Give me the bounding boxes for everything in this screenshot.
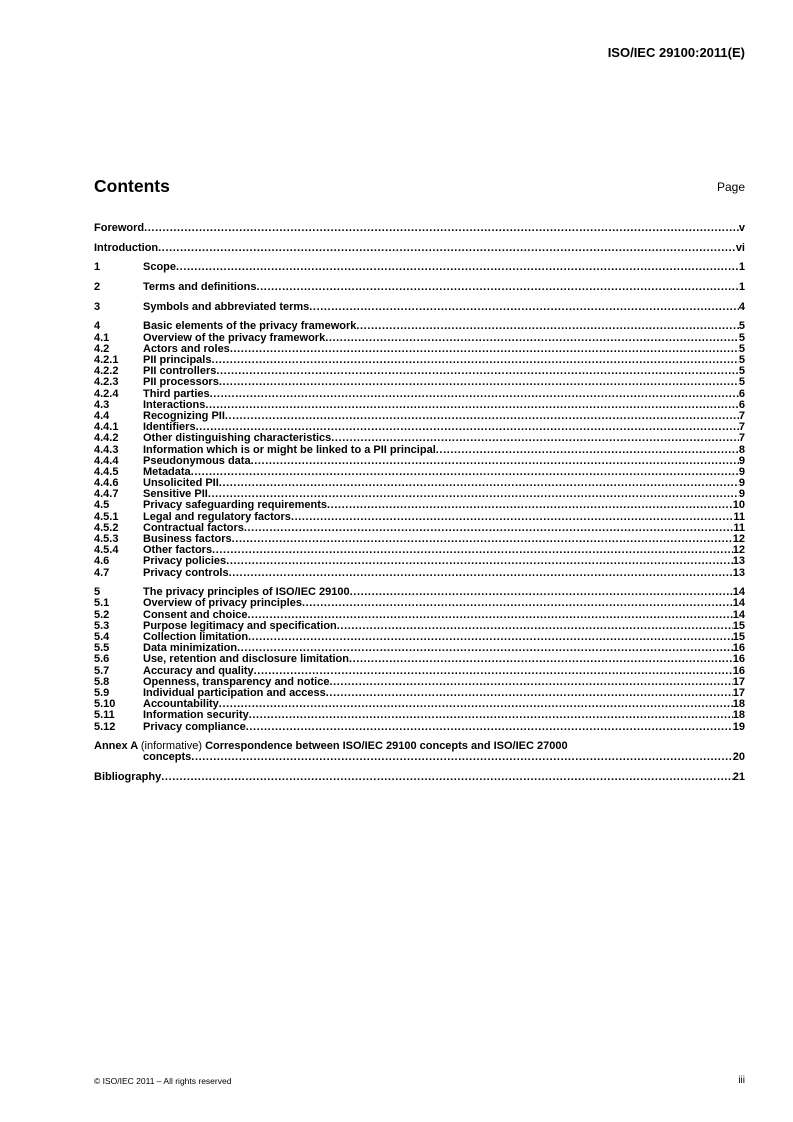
toc-entry-title: Recognizing PII bbox=[143, 409, 225, 422]
toc-entry-title: Privacy safeguarding requirements bbox=[143, 499, 328, 512]
leader-dots bbox=[158, 243, 736, 254]
toc-entry-number: 5.12 bbox=[94, 720, 116, 733]
toc-entry-number: 4.4.1 bbox=[94, 421, 119, 434]
toc-entry-annex-a[interactable] bbox=[94, 741, 745, 763]
toc-entry-title: Pseudonymous data bbox=[143, 454, 251, 467]
toc-entry-title: Accuracy and quality bbox=[143, 664, 254, 677]
leader-dots bbox=[219, 478, 739, 489]
leader-dots bbox=[326, 688, 733, 699]
toc-entry-title: PII principals bbox=[143, 354, 212, 366]
toc-entry-bibliography[interactable] bbox=[94, 772, 745, 783]
leader-dots bbox=[219, 699, 733, 710]
leader-dots bbox=[356, 321, 739, 332]
toc-entry-number: 4.5.1 bbox=[94, 510, 119, 523]
toc-entry[interactable] bbox=[94, 377, 745, 388]
toc-entry-number: 4.4.5 bbox=[94, 465, 119, 478]
toc-entry-number: 5.7 bbox=[94, 664, 110, 677]
toc-entry[interactable] bbox=[94, 243, 745, 254]
annex-page: 20 bbox=[732, 751, 745, 764]
toc-entry-page: 10 bbox=[732, 499, 745, 512]
toc-entry-page: 13 bbox=[732, 566, 745, 579]
toc-entry-page: 18 bbox=[732, 698, 745, 711]
leader-dots bbox=[210, 389, 739, 400]
toc-entry-page: 11 bbox=[733, 521, 745, 534]
toc-entry-page: 17 bbox=[732, 686, 745, 699]
toc-entry[interactable] bbox=[94, 722, 745, 733]
toc-entry-number: 4.5.2 bbox=[94, 521, 119, 534]
toc-entry-title: Information security bbox=[143, 709, 249, 722]
document-header: ISO/IEC 29100:2011(E) bbox=[607, 45, 745, 60]
leader-dots bbox=[230, 344, 739, 355]
toc-entry-page: 9 bbox=[738, 477, 745, 490]
leader-dots bbox=[251, 456, 739, 467]
toc-entry[interactable] bbox=[94, 321, 745, 332]
leader-dots bbox=[211, 355, 738, 366]
annex-title-line2: concepts bbox=[143, 751, 192, 764]
table-of-contents bbox=[94, 223, 745, 783]
toc-entry[interactable] bbox=[94, 456, 745, 467]
toc-entry-title: Overview of privacy principles bbox=[143, 597, 302, 610]
toc-entry-number: 4.4.3 bbox=[94, 443, 119, 456]
leader-dots bbox=[327, 500, 733, 511]
leader-dots bbox=[337, 621, 733, 632]
leader-dots bbox=[232, 534, 733, 545]
toc-entry-page: 6 bbox=[738, 387, 745, 400]
toc-entry-title: Symbols and abbreviated terms bbox=[143, 300, 310, 313]
leader-dots bbox=[244, 523, 734, 534]
toc-entry-title: Interactions bbox=[143, 398, 206, 411]
toc-entry-page: 8 bbox=[738, 443, 745, 456]
toc-entry-page: 9 bbox=[738, 488, 745, 501]
toc-entry-page: 17 bbox=[732, 675, 745, 688]
toc-entry-title: Business factors bbox=[143, 533, 232, 545]
toc-entry-number: 4.2.1 bbox=[94, 354, 119, 366]
toc-entry-number: 4.6 bbox=[94, 555, 110, 568]
toc-entry[interactable] bbox=[94, 433, 745, 444]
leader-dots bbox=[219, 377, 739, 388]
toc-entry-page: 9 bbox=[738, 454, 745, 467]
leader-dots bbox=[291, 512, 733, 523]
leader-dots bbox=[205, 400, 739, 411]
toc-entry-number: 2 bbox=[94, 281, 101, 294]
toc-entry-number: 4 bbox=[94, 320, 101, 333]
toc-entry-title: PII controllers bbox=[143, 365, 217, 378]
toc-entry-page: 5 bbox=[738, 354, 745, 366]
toc-entry-title: Individual participation and access bbox=[143, 686, 326, 699]
leader-dots bbox=[226, 556, 733, 567]
toc-entry-page: 1 bbox=[738, 281, 745, 294]
toc-entry-title: Third parties bbox=[143, 387, 210, 400]
leader-dots bbox=[248, 632, 733, 643]
toc-entry[interactable] bbox=[94, 302, 745, 313]
toc-entry[interactable] bbox=[94, 556, 745, 567]
toc-entry-page: 9 bbox=[738, 465, 745, 478]
toc-entry[interactable] bbox=[94, 710, 745, 721]
toc-entry-number: 4.2 bbox=[94, 342, 110, 355]
leader-dots bbox=[325, 333, 739, 344]
leader-dots bbox=[349, 654, 733, 665]
bibliography-title: Bibliography bbox=[94, 771, 162, 784]
toc-entry-title: Overview of the privacy framework bbox=[143, 331, 326, 344]
toc-entry-number: 5.5 bbox=[94, 642, 110, 655]
leader-dots bbox=[436, 445, 739, 456]
leader-dots bbox=[246, 722, 733, 733]
toc-entry-number: 5.8 bbox=[94, 675, 110, 688]
toc-entry-title: Openness, transparency and notice bbox=[143, 675, 330, 688]
toc-entry-number: 5.3 bbox=[94, 619, 110, 632]
toc-entry-number: 4.7 bbox=[94, 566, 110, 579]
toc-entry-number: 4.2.4 bbox=[94, 387, 119, 400]
toc-entry-title: Collection limitation bbox=[143, 631, 249, 643]
toc-entry-title: Basic elements of the privacy framework bbox=[143, 320, 357, 333]
toc-entry-page: 5 bbox=[738, 376, 745, 389]
toc-entry-page: 14 bbox=[732, 586, 745, 599]
leader-dots bbox=[229, 568, 733, 579]
toc-entry-page: 15 bbox=[732, 631, 745, 643]
toc-entry-page: 7 bbox=[738, 421, 745, 434]
toc-entry-number: 4.4.7 bbox=[94, 488, 119, 501]
toc-entry-title: Legal and regulatory factors bbox=[143, 510, 291, 523]
page-title: Contents bbox=[94, 176, 170, 196]
leader-dots bbox=[176, 262, 739, 273]
leader-dots bbox=[256, 282, 738, 293]
toc-entry-title: Sensitive PII bbox=[143, 488, 208, 501]
leader-dots bbox=[144, 223, 739, 234]
copyright-notice: © ISO/IEC 2011 – All rights reserved bbox=[94, 1076, 232, 1086]
annex-qualifier: (informative) bbox=[140, 740, 202, 753]
toc-entry-title: Terms and definitions bbox=[143, 281, 257, 294]
toc-entry-number: 4.3 bbox=[94, 398, 110, 411]
toc-entry-page: 11 bbox=[733, 510, 745, 523]
toc-entry-page: 4 bbox=[738, 300, 745, 313]
toc-entry-page: 19 bbox=[732, 720, 745, 733]
toc-entry-title: Unsolicited PII bbox=[143, 477, 219, 490]
toc-entry-number: 5.10 bbox=[94, 698, 116, 711]
toc-entry-title: Privacy policies bbox=[143, 555, 227, 568]
toc-entry-title: Privacy controls bbox=[143, 566, 229, 579]
toc-entry-number: 4.4 bbox=[94, 409, 110, 422]
toc-entry-number: 5.9 bbox=[94, 686, 110, 699]
bibliography-page: 21 bbox=[732, 771, 745, 784]
toc-entry-title: Accountability bbox=[143, 698, 219, 711]
leader-dots bbox=[302, 598, 733, 609]
toc-entry-page: 15 bbox=[732, 619, 745, 632]
toc-entry-page: 5 bbox=[738, 342, 745, 355]
toc-entry-title: Privacy compliance bbox=[143, 720, 246, 733]
toc-entry-title: Foreword bbox=[94, 222, 145, 234]
toc-entry-title: Other factors bbox=[143, 544, 213, 557]
toc-entry-number: 5.1 bbox=[94, 597, 110, 610]
annex-label: Annex A bbox=[94, 740, 138, 753]
toc-entry-page: 12 bbox=[732, 544, 745, 557]
toc-entry-number: 4.4.4 bbox=[94, 454, 119, 467]
toc-entry-number: 1 bbox=[94, 261, 101, 274]
toc-entry-number: 5 bbox=[94, 586, 101, 599]
toc-entry-number: 5.2 bbox=[94, 608, 110, 621]
toc-entry-number: 5.6 bbox=[94, 653, 110, 666]
leader-dots bbox=[191, 467, 739, 478]
toc-entry-page: 6 bbox=[738, 398, 745, 411]
toc-entry-page: 16 bbox=[732, 653, 745, 666]
toc-entry-title: Metadata bbox=[143, 465, 191, 478]
toc-entry-number: 3 bbox=[94, 300, 101, 313]
toc-entry-number: 4.1 bbox=[94, 331, 110, 344]
toc-entry[interactable] bbox=[94, 282, 745, 293]
toc-entry-title: Data minimization bbox=[143, 642, 238, 655]
toc-entry-title: Consent and choice bbox=[143, 608, 248, 621]
toc-entry-page: 7 bbox=[738, 409, 745, 422]
toc-entry[interactable] bbox=[94, 598, 745, 609]
toc-entry[interactable] bbox=[94, 262, 745, 273]
toc-entry[interactable] bbox=[94, 568, 745, 579]
toc-entry-number: 4.4.2 bbox=[94, 432, 119, 445]
toc-entry-title: Information which is or might be linked to a PII principal bbox=[143, 443, 436, 456]
toc-entry-page: 18 bbox=[732, 709, 745, 722]
leader-dots bbox=[191, 752, 732, 763]
leader-dots bbox=[331, 433, 739, 444]
toc-entry-page: v bbox=[738, 222, 745, 234]
toc-entry-title: Actors and roles bbox=[143, 342, 230, 355]
toc-entry[interactable] bbox=[94, 500, 745, 511]
toc-entry-number: 4.2.3 bbox=[94, 376, 119, 389]
toc-entry-page: 5 bbox=[738, 365, 745, 378]
annex-title-line1: Correspondence between ISO/IEC 29100 concepts and ISO/IEC 27000 bbox=[205, 740, 568, 753]
toc-entry-title: Introduction bbox=[94, 241, 159, 254]
toc-entry-page: 14 bbox=[732, 608, 745, 621]
toc-entry-number: 4.5.3 bbox=[94, 533, 119, 545]
toc-entry-page: vi bbox=[735, 241, 745, 254]
toc-entry-title: Other distinguishing characteristics bbox=[143, 432, 332, 445]
toc-entry-number: 5.11 bbox=[94, 709, 115, 722]
toc-entry-page: 13 bbox=[732, 555, 745, 568]
page-number: iii bbox=[738, 1075, 745, 1086]
toc-entry-page: 16 bbox=[732, 642, 745, 655]
toc-entry-page: 14 bbox=[732, 597, 745, 610]
toc-entry-page: 7 bbox=[738, 432, 745, 445]
toc-entry-page: 16 bbox=[732, 664, 745, 677]
leader-dots bbox=[249, 710, 733, 721]
toc-entry-number: 5.4 bbox=[94, 631, 110, 643]
toc-entry-title: PII processors bbox=[143, 376, 219, 389]
toc-entry[interactable] bbox=[94, 445, 745, 456]
toc-entry-number: 4.2.2 bbox=[94, 365, 119, 378]
toc-entry[interactable] bbox=[94, 654, 745, 665]
toc-entry-number: 4.5.4 bbox=[94, 544, 119, 557]
toc-entry-title: Identifiers bbox=[143, 421, 196, 434]
toc-entry-number: 4.5 bbox=[94, 499, 110, 512]
toc-entry-page: 5 bbox=[738, 331, 745, 344]
toc-entry-title: Purpose legitimacy and specification bbox=[143, 619, 337, 632]
toc-entry-title: Scope bbox=[143, 261, 177, 274]
leader-dots bbox=[329, 677, 732, 688]
leader-dots bbox=[216, 366, 739, 377]
toc-entry-title: Contractual factors bbox=[143, 521, 244, 534]
toc-entry-title: Use, retention and disclosure limitation bbox=[143, 653, 349, 666]
page-column-label: Page bbox=[716, 180, 745, 194]
toc-entry-page: 12 bbox=[732, 533, 745, 545]
toc-entry[interactable] bbox=[94, 223, 745, 234]
toc-entry-page: 5 bbox=[738, 320, 745, 333]
leader-dots bbox=[350, 587, 733, 598]
toc-entry-title: The privacy principles of ISO/IEC 29100 bbox=[143, 586, 350, 599]
leader-dots bbox=[161, 772, 733, 783]
toc-entry-page: 1 bbox=[738, 261, 745, 274]
toc-entry-number: 4.4.6 bbox=[94, 477, 119, 490]
leader-dots bbox=[309, 302, 739, 313]
leader-dots bbox=[225, 411, 739, 422]
leader-dots bbox=[212, 545, 733, 556]
